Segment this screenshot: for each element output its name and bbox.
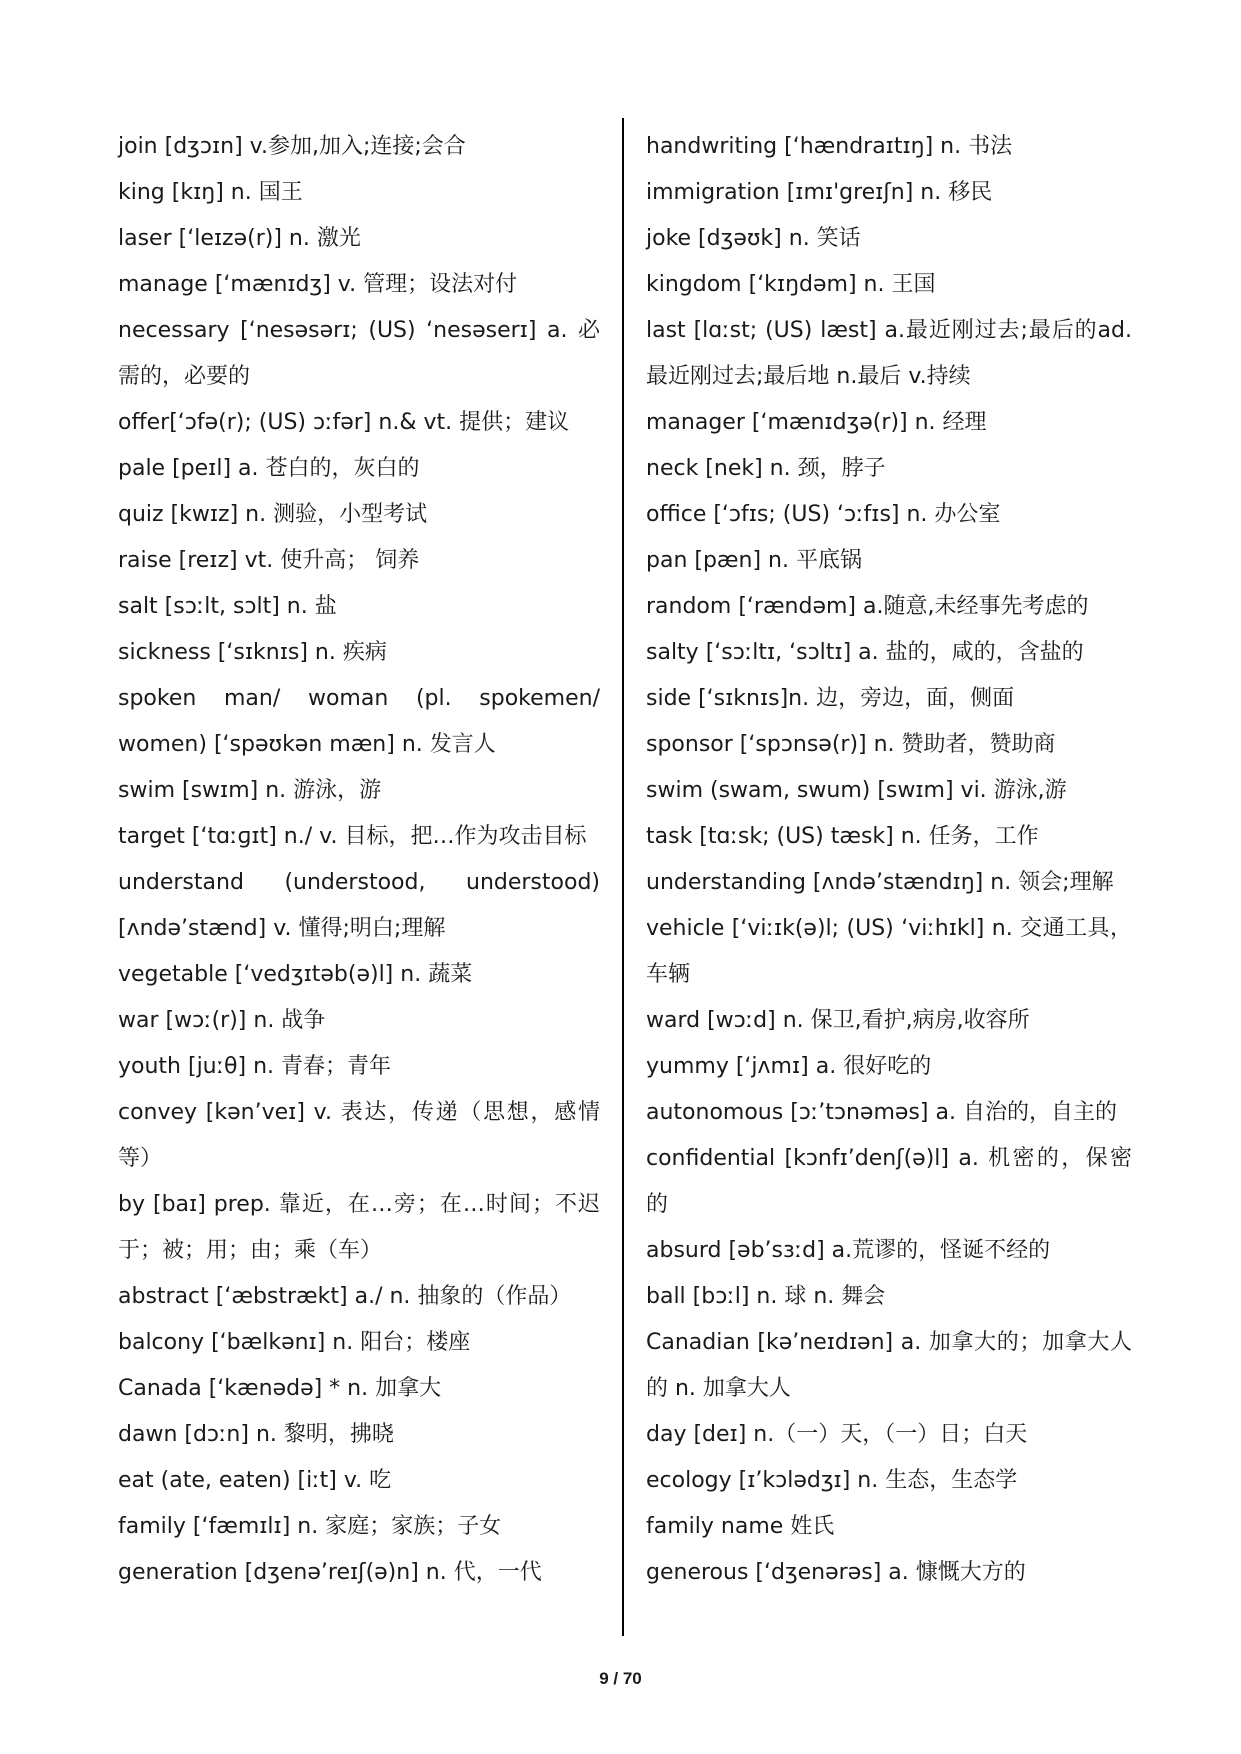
vocab-entry: salty [‘sɔːltɪ, ‘sɔltɪ] a. 盐的，咸的，含盐的 — [646, 640, 1084, 665]
page-number: 9 / 70 — [599, 1669, 642, 1688]
vocab-entry: laser [‘leɪzə(r)] n. 激光 — [118, 226, 361, 251]
vocab-entry: absurd [əb’sɜːd] a.荒谬的，怪诞不经的 — [646, 1238, 1051, 1263]
vocab-entry: dawn [dɔːn] n. 黎明，拂晓 — [118, 1422, 394, 1447]
vocab-entry: family [‘fæmɪlɪ] n. 家庭；家族；子女 — [118, 1514, 502, 1539]
left-column — [118, 124, 600, 1596]
vocab-entry: convey [kən’veɪ] v. 表达，传递（思想，感情等） — [118, 1100, 600, 1171]
vocab-entry: vehicle [‘viːɪk(ə)l; (US) ‘viːhɪkl] n. 交通工具，车辆 — [646, 916, 1132, 987]
vocab-entry: kingdom [‘kɪŋdəm] n. 王国 — [646, 272, 936, 297]
vocab-entry: pan [pæn] n. 平底锅 — [646, 548, 862, 573]
vocab-entry: last [lɑːst; (US) læst] a.最近刚过去;最后的ad.最近刚过去;最后地 n.最后 v.持续 — [646, 318, 1132, 389]
vocab-entry: target [‘tɑːɡɪt] n./ v. 目标，把…作为攻击目标 — [118, 824, 587, 849]
vocab-entry: office [‘ɔfɪs; (US) ‘ɔːfɪs] n. 办公室 — [646, 502, 1001, 527]
vocab-entry: necessary [‘nesəsərɪ; (US) ‘nesəserɪ] a. 必需的，必要的 — [118, 318, 600, 389]
vocab-entry: by [baɪ] prep. 靠近，在…旁；在…时间；不迟于；被；用；由；乘（车） — [118, 1192, 600, 1263]
vocab-entry: join [dʒɔɪn] v.参加,加入;连接;会合 — [118, 134, 466, 159]
vocab-entry: salt [sɔːlt, sɔlt] n. 盐 — [118, 594, 337, 619]
vocab-entry: sickness [‘sɪknɪs] n. 疾病 — [118, 640, 387, 665]
vocab-entry: quiz [kwɪz] n. 测验，小型考试 — [118, 502, 428, 527]
vocab-entry: swim (swam, swum) [swɪm] vi. 游泳,游 — [646, 778, 1067, 803]
vocab-entry: day [deɪ] n.（一）天，（一）日；白天 — [646, 1422, 1028, 1447]
vocab-entry: eat (ate, eaten) [iːt] v. 吃 — [118, 1468, 392, 1493]
vocab-entry: Canadian [kə’neɪdɪən] a. 加拿大的；加拿大人的 n. 加拿大人 — [646, 1330, 1132, 1401]
vocab-entry: manage [‘mænɪdʒ] v. 管理；设法对付 — [118, 272, 518, 297]
vocab-entry: ward [wɔːd] n. 保卫,看护,病房,收容所 — [646, 1008, 1030, 1033]
vocab-entry: king [kɪŋ] n. 国王 — [118, 180, 303, 205]
vocab-entry: ecology [ɪ’kɔlədʒɪ] n. 生态，生态学 — [646, 1468, 1018, 1493]
vocab-entry: abstract [‘æbstrækt] a./ n. 抽象的（作品） — [118, 1284, 572, 1309]
vocab-entry: ball [bɔːl] n. 球 n. 舞会 — [646, 1284, 886, 1309]
vocab-entry: swim [swɪm] n. 游泳，游 — [118, 778, 382, 803]
vocab-entry: autonomous [ɔː’tɔnəməs] a. 自治的，自主的 — [646, 1100, 1117, 1125]
vocab-entry: understand (understood, understood) [ʌndə’stænd] v. 懂得;明白;理解 — [118, 870, 600, 941]
vocab-entry: vegetable [‘vedʒɪtəb(ə)l] n. 蔬菜 — [118, 962, 473, 987]
vocab-entry: neck [nek] n. 颈，脖子 — [646, 456, 886, 481]
vocab-entry: immigration [ɪmɪ'greɪʃn] n. 移民 — [646, 180, 993, 205]
vocab-entry: sponsor [‘spɔnsə(r)] n. 赞助者，赞助商 — [646, 732, 1056, 757]
vocab-entry: youth [juːθ] n. 青春；青年 — [118, 1054, 392, 1079]
vocab-entry: manager [‘mænɪdʒə(r)] n. 经理 — [646, 410, 987, 435]
vocab-entry: yummy [‘jʌmɪ] a. 很好吃的 — [646, 1054, 932, 1079]
vocab-entry: random [‘rændəm] a.随意,未经事先考虑的 — [646, 594, 1089, 619]
vocab-entry: generous [‘dʒenərəs] a. 慷慨大方的 — [646, 1560, 1026, 1585]
vocab-entry: war [wɔː(r)] n. 战争 — [118, 1008, 326, 1033]
vocab-entry: understanding [ʌndə’stændɪŋ] n. 领会;理解 — [646, 870, 1114, 895]
vocab-entry: generation [dʒenə’reɪʃ(ə)n] n. 代，一代 — [118, 1560, 542, 1585]
vocab-entry: balcony [‘bælkənɪ] n. 阳台；楼座 — [118, 1330, 471, 1355]
vocab-entry: Canada [‘kænədə] * n. 加拿大 — [118, 1376, 442, 1401]
vocab-entry: raise [reɪz] vt. 使升高； 饲养 — [118, 548, 420, 573]
vocab-entry: pale [peɪl] a. 苍白的，灰白的 — [118, 456, 420, 481]
vocab-entry: family name 姓氏 — [646, 1514, 835, 1539]
vocab-entry: side [‘sɪknɪs]n. 边，旁边，面，侧面 — [646, 686, 1015, 711]
vocab-entry: spoken man/ woman (pl. spokemen/ women) [‘spəʊkən mæn] n. 发言人 — [118, 686, 600, 757]
column-divider — [622, 118, 624, 1636]
vocab-entry: handwriting [‘hændraɪtɪŋ] n. 书法 — [646, 134, 1013, 159]
vocab-entry: offer[‘ɔfə(r); (US) ɔːfər] n.& vt. 提供；建议 — [118, 410, 570, 435]
vocab-entry: task [tɑːsk; (US) tæsk] n. 任务，工作 — [646, 824, 1039, 849]
vocab-entry: joke [dʒəʊk] n. 笑话 — [646, 226, 861, 251]
vocab-entry: confidential [kɔnfɪ’denʃ(ə)l] a. 机密的，保密的 — [646, 1146, 1132, 1217]
right-column — [646, 124, 1132, 1596]
